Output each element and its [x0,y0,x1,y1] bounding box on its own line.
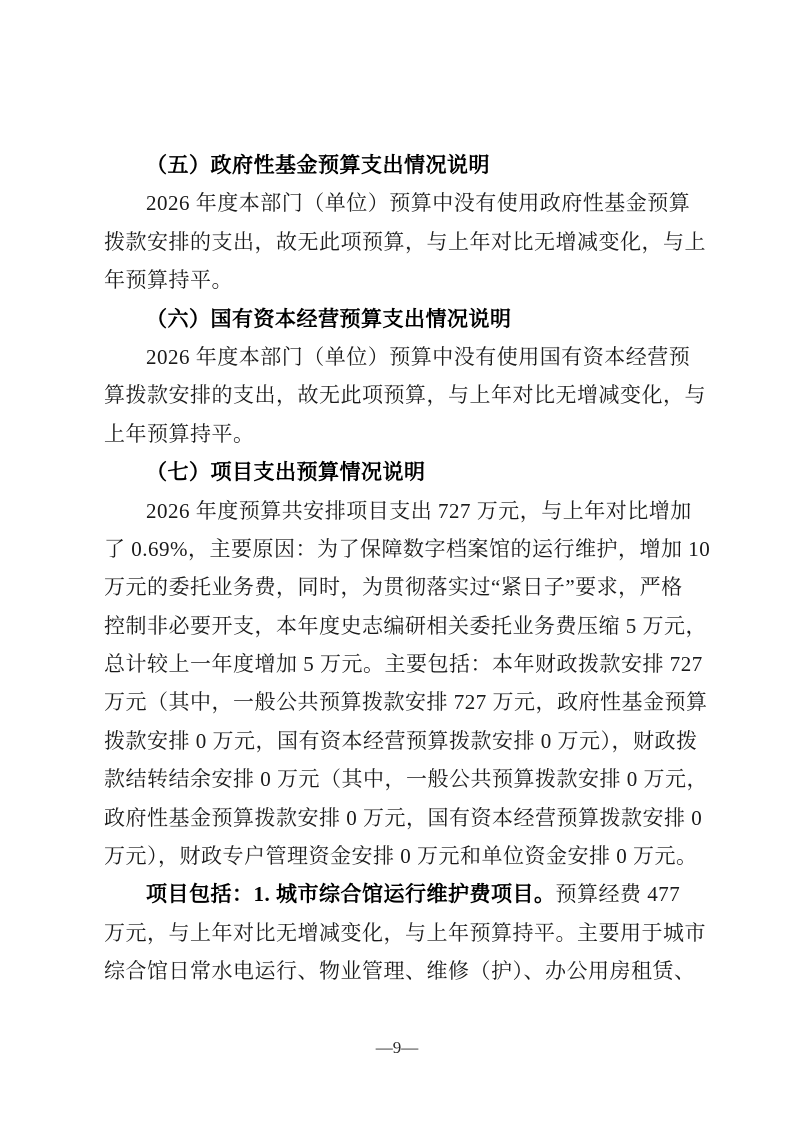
paragraph-line: 万元（其中，一般公共预算拨款安排 727 万元，政府性基金预算 [104,690,708,715]
paragraph-line: 2026 年度本部门（单位）预算中没有使用国有资本经营预 [146,344,691,369]
paragraph-line: 了 0.69%，主要原因：为了保障数字档案馆的运行维护，增加 10 [104,536,711,561]
paragraph-line: 综合馆日常水电运行、物业管理、维修（护）、办公用房租赁、 [104,959,696,984]
section-heading-5: （五）政府性基金预算支出情况说明 [146,153,490,177]
project-title-bold: 项目包括：1. 城市综合馆运行维护费项目。 [146,882,556,907]
paragraph-line: 算拨款安排的支出，故无此项预算，与上年对比无增减变化，与 [104,383,706,408]
paragraph-line: 2026 年度预算共安排项目支出 727 万元，与上年对比增加 [146,498,692,523]
paragraph-line: 2026 年度本部门（单位）预算中没有使用政府性基金预算 [146,191,691,216]
paragraph-line: 款结转结余安排 0 万元（其中，一般公共预算拨款安排 0 万元， [104,767,708,792]
page-number: —9— [375,1038,419,1057]
project-title-rest: 预算经费 477 [555,882,681,907]
paragraph-line: 控制非必要开支，本年度史志编研相关委托业务费压缩 5 万元， [104,613,707,638]
paragraph-line: 万元，与上年对比无增减变化，与上年预算持平。主要用于城市 [104,920,706,945]
paragraph-line: 上年预算持平。 [104,421,255,446]
section-heading-7: （七）项目支出预算情况说明 [146,460,426,485]
paragraph-line: 拨款安排的支出，故无此项预算，与上年对比无增减变化，与上 [104,229,706,254]
section-heading-6: （六）国有资本经营预算支出情况说明 [146,306,512,331]
paragraph-line: 总计较上一年度增加 5 万元。主要包括：本年财政拨款安排 727 [104,652,703,677]
paragraph-line: 年预算持平。 [104,268,233,293]
document-body [104,146,711,991]
paragraph-line: 政府性基金预算拨款安排 0 万元，国有资本经营预算拨款安排 0 [104,805,703,830]
paragraph-line-project [104,875,700,913]
paragraph-line: 拨款安排 0 万元，国有资本经营预算拨款安排 0 万元），财政拨 [104,728,698,753]
paragraph-line: 万元），财政专户管理资金安排 0 万元和单位资金安排 0 万元。 [104,844,698,869]
paragraph-line: 万元的委托业务费，同时，为贯彻落实过“紧日子”要求，严格 [104,575,683,600]
